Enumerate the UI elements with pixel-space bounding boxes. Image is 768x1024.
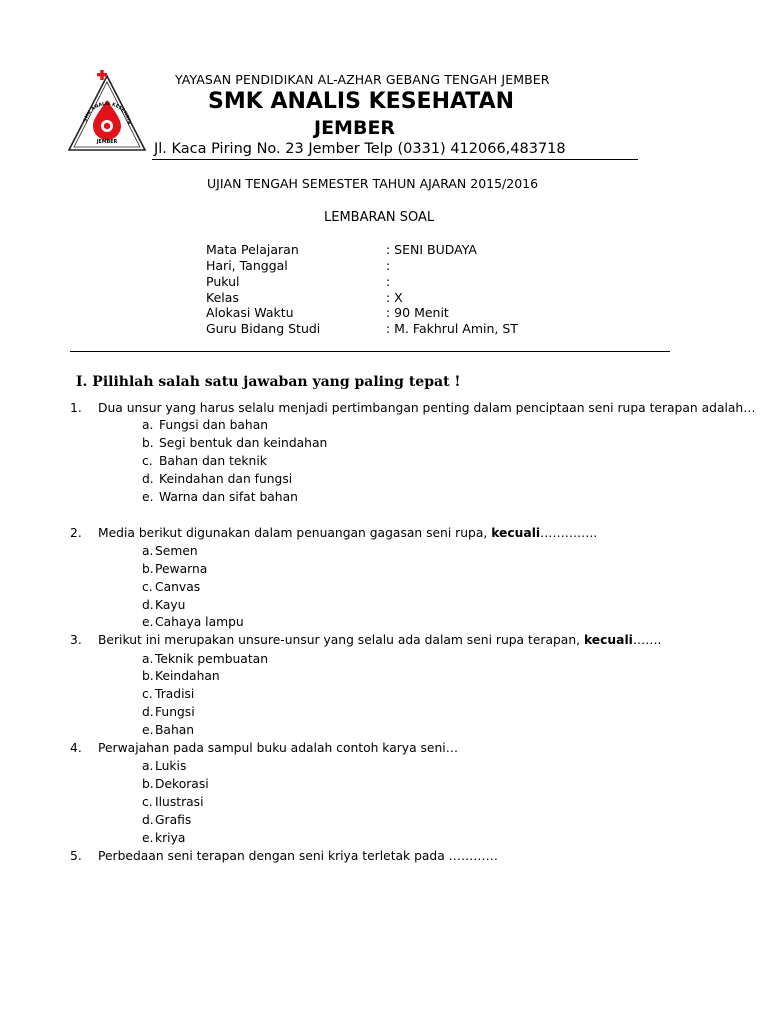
option-text: Keindahan [155,669,220,683]
info-value: : M. Fakhrul Amin, ST [386,321,518,336]
option-text: Segi bentuk dan keindahan [159,436,328,450]
school-logo-icon [64,70,150,156]
option-letter: e. [142,831,154,845]
info-label: Pukul [206,274,240,289]
question-number: 4. [70,741,82,755]
option-letter: b. [142,436,154,450]
option-letter: e. [142,615,154,629]
option-letter: c. [142,454,153,468]
option-letter: d. [142,472,154,486]
svg-text:JEMBER: JEMBER [96,140,118,145]
info-divider [70,351,670,352]
question-number: 5. [70,849,82,863]
option-text: Dekorasi [155,777,209,791]
option-text: Ilustrasi [155,795,204,809]
info-label: Alokasi Waktu [206,305,294,320]
info-label: Hari, Tanggal [206,258,288,273]
option-text: Grafis [155,813,192,827]
foundation-name: YAYASAN PENDIDIKAN AL-AZHAR GEBANG TENGAH JEMBER [175,72,550,87]
sheet-title: LEMBARAN SOAL [324,210,435,225]
option-letter: c. [142,687,153,701]
info-label: Guru Bidang Studi [206,321,321,336]
option-letter: a. [142,418,154,432]
option-letter: a. [142,759,154,773]
option-letter: d. [142,705,154,719]
info-value: : 90 Menit [386,305,449,320]
section-heading: I. Pilihlah salah satu jawaban yang paling tepat ! [76,374,461,390]
option-text: kriya [155,831,186,845]
option-text: Teknik pembuatan [155,652,268,666]
question-keyword: kecuali [583,633,633,647]
option-letter: a. [142,652,154,666]
info-value: : X [386,290,403,305]
info-label: Mata Pelajaran [206,242,299,257]
svg-text:SMK ANALIS KESEHATAN: SMK ANALIS KESEHATA [83,101,132,126]
option-text: Bahan [155,723,195,737]
option-text: Lukis [155,759,187,773]
option-text: Cahaya lampu [155,615,244,629]
question-text: Perbedaan seni terapan dengan seni kriya terletak pada ………… [98,849,498,863]
question-text: Berikut ini merupakan unsure-unsur yang selalu ada dalam seni rupa terapan, kecuali……. [98,633,662,647]
option-text: Fungsi dan bahan [159,418,269,432]
option-text: Pewarna [155,562,208,576]
school-name: SMK ANALIS KESEHATAN [208,89,515,114]
info-value: : [386,258,391,273]
option-text: Bahan dan teknik [159,454,267,468]
question-number: 2. [70,526,82,540]
option-letter: e. [142,490,154,504]
exam-title: UJIAN TENGAH SEMESTER TAHUN AJARAN 2015/2016 [207,176,539,191]
question-number: 1. [70,401,82,415]
option-letter: b. [142,669,154,683]
option-letter: b. [142,777,154,791]
question-text: Media berikut digunakan dalam penuangan gagasan seni rupa, kecuali………….. [98,526,598,540]
option-letter: c. [142,795,153,809]
option-text: Keindahan dan fungsi [159,472,293,486]
option-text: Fungsi [155,705,195,719]
option-letter: c. [142,580,153,594]
question-number: 3. [70,633,82,647]
option-letter: a. [142,544,154,558]
option-letter: d. [142,813,154,827]
option-letter: b. [142,562,154,576]
question-text: Perwajahan pada sampul buku adalah contoh karya seni… [98,741,459,755]
info-value: : SENI BUDAYA [386,242,477,257]
question-keyword: kecuali [491,526,541,540]
header-divider [152,159,638,160]
option-text: Warna dan sifat bahan [159,490,298,504]
option-text: Semen [155,544,198,558]
info-value: : [386,274,391,289]
option-text: Kayu [155,598,186,612]
option-text: Tradisi [155,687,195,701]
option-text: Canvas [155,580,201,594]
school-city: JEMBER [314,117,396,139]
info-label: Kelas [206,290,239,305]
question-text: Dua unsur yang harus selalu menjadi pertimbangan penting dalam penciptaan seni rupa terapan adalah… [98,401,756,415]
option-letter: d. [142,598,154,612]
option-letter: e. [142,723,154,737]
school-address: Jl. Kaca Piring No. 23 Jember Telp (0331) 412066,483718 [154,141,566,157]
